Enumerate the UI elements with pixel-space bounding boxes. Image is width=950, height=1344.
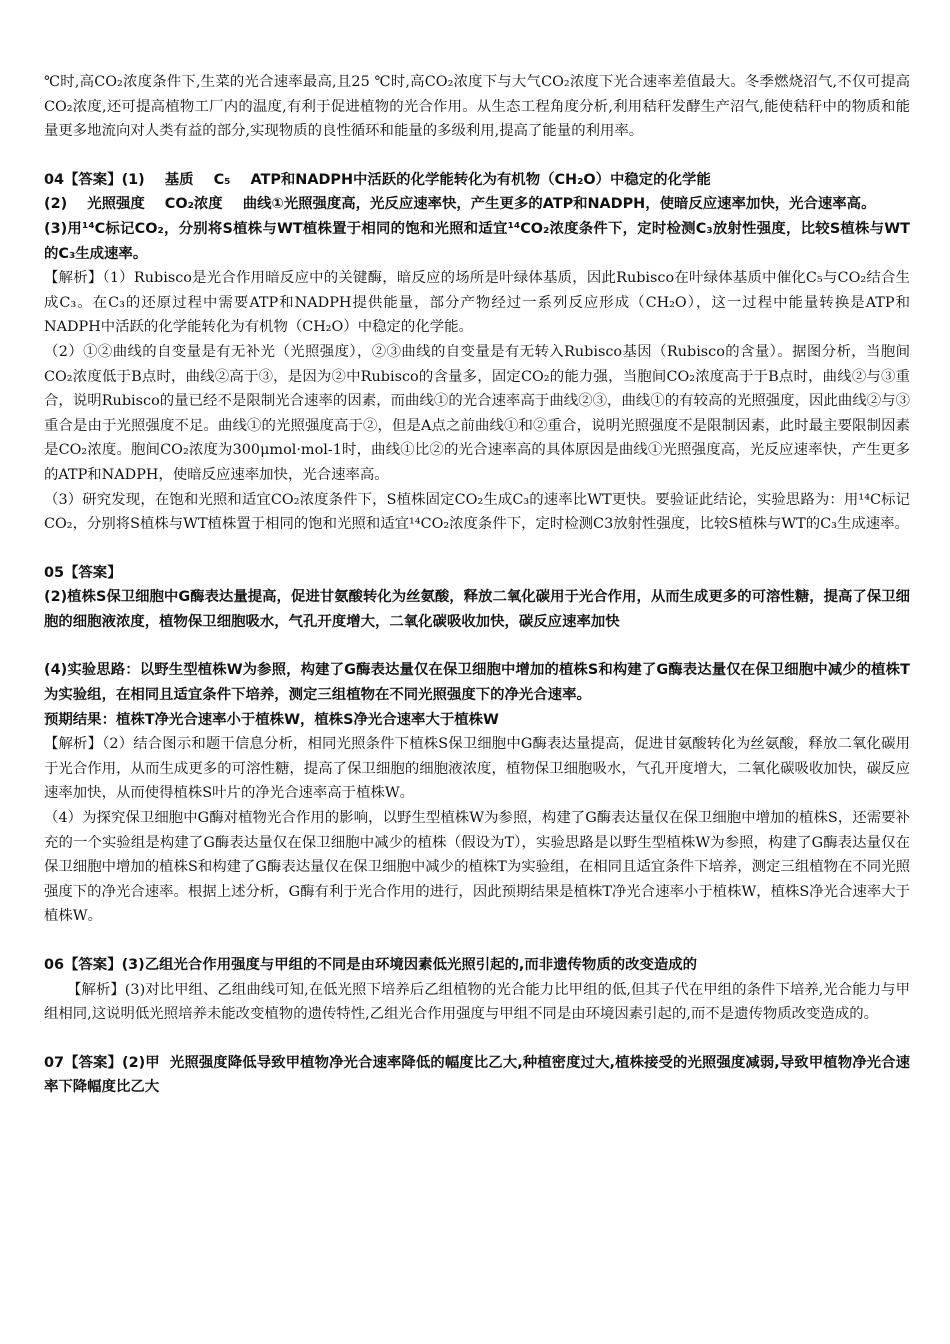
q04-answer-3: (3)用¹⁴C标记CO₂，分别将S植株与WT植株置于相同的饱和光照和适宜¹⁴CO₂浓度条件下，定时检测C₃放射性强度，比较S植株与WT的C₃生成速率。 bbox=[44, 220, 910, 262]
q05-answer-heading: 05【答案】 bbox=[44, 564, 122, 581]
q07-answer: 07【答案】(2)甲 光照强度降低导致甲植物净光合速率降低的幅度比乙大,种植密度过大,植株接受的光照强度减弱,导致甲植物净光合速率下降幅度比乙大 bbox=[44, 1054, 910, 1096]
q04-answer-2: (2) 光照强度 CO₂浓度 曲线①光照强度高，光反应速率快，产生更多的ATP和NADPH，使暗反应速率加快，光合速率高。 bbox=[44, 196, 876, 213]
q04-answer-1: 04【答案】(1) 基质 C₅ ATP和NADPH中活跃的化学能转化为有机物（CH₂O）中稳定的化学能 bbox=[44, 171, 711, 188]
q06-answer: 06【答案】(3)乙组光合作用强度与甲组的不同是由环境因素低光照引起的,而非遗传物质的改变造成的 bbox=[44, 957, 698, 973]
spacer bbox=[44, 929, 910, 953]
q04-explanation-2: （2）①②曲线的自变量是有无补光（光照强度），②③曲线的自变量是有无转入Rubisco基因（Rubisco的含量）。据图分析，当胞间CO₂浓度低于B点时，曲线②高于③，是因为②中Rubisco的含量多，固定CO₂的能力强，当胞间CO₂浓度高于于B点时，曲线②与③重合，说明Rubisco的量已经不是限制光合速率的因素，而曲线①的光合速率高于曲线②③，曲线①的有较高的光照强度，因此曲线②与③重合是由于光照强度不足。曲线①的光照强度高于②，但是A点之前曲线①和②重合，说明光照强度不是限制因素，此时最主要限制因素是CO₂浓度。胞间CO₂浓度为300μmol·mol-1时，曲线①比②的光合速率高的具体原因是曲线①光照强度高，光反应速率快，产生更多的ATP和NADPH，使暗反应速率加快，光合速率高。 bbox=[44, 343, 910, 483]
intro-paragraph: ℃时,高CO₂浓度条件下,生菜的光合速率最高,且25 ℃时,高CO₂浓度下与大气CO₂浓度下光合速率差值最大。冬季燃烧沼气,不仅可提高CO₂浓度,还可提高植物工厂内的温度,有利于促进植物的光合作用。从生态工程角度分析,利用秸秆发酵生产沼气,能使秸秆中的物质和能量更多地流向对人类有益的部分,实现物质的良性循环和能量的多级利用,提高了能量的利用率。 bbox=[44, 74, 910, 140]
q04-explanation-1: 【解析】（1）Rubisco是光合作用暗反应中的关键酶，暗反应的场所是叶绿体基质，因此Rubisco在叶绿体基质中催化C₅与CO₂结合生成C₃。在C₃的还原过程中需要ATP和NADPH提供能量，部分产物经过一系列反应形成（CH₂O），这一过程中能量转换是ATP和NADPH中活跃的化学能转化为有机物（CH₂O）中稳定的化学能。 bbox=[44, 270, 910, 336]
spacer bbox=[44, 537, 910, 561]
q05-answer-4-expected: 预期结果：植株T净光合速率小于植株W，植株S净光合速率大于植株W bbox=[44, 711, 499, 728]
q05-explanation-2: （4）为探究保卫细胞中G酶对植物光合作用的影响，以野生型植株W为参照，构建了G酶表达量仅在保卫细胞中增加的植株S，还需要补充的一个实验组是构建了G酶表达量仅在保卫细胞中减少的植株（假设为T），实验思路是以野生型植株W为参照，构建了G酶表达量仅在保卫细胞中增加的植株S和构建了G酶表达量仅在保卫细胞中减少的植株T为实验组，在相同且适宜条件下培养，测定三组植物在不同光照强度下的净光合速率。根据上述分析，G酶有利于光合作用的进行，因此预期结果是植株T净光合速率小于植株W，植株S净光合速率大于植株W。 bbox=[44, 810, 911, 925]
document-page bbox=[44, 70, 910, 1100]
q05-explanation-1: 【解析】（2）结合图示和题干信息分析，相同光照条件下植株S保卫细胞中G酶表达量提高，促进甘氨酸转化为丝氨酸，释放二氧化碳用于光合作用，从而生成更多的可溶性糖，提高了保卫细胞的细胞液浓度，植物保卫细胞吸水，气孔开度增大，二氧化碳吸收加快，碳反应速率加快，从而使得植株S叶片的净光合速率高于植株W。 bbox=[44, 736, 910, 802]
q05-answer-4: (4)实验思路：以野生型植株W为参照，构建了G酶表达量仅在保卫细胞中增加的植株S和构建了G酶表达量仅在保卫细胞中减少的植株T为实验组，在相同且适宜条件下培养，测定三组植物在不同光照强度下的净光合速率。 bbox=[44, 662, 910, 704]
q06-explanation: 【解析】(3)对比甲组、乙组曲线可知,在低光照下培养后乙组植物的光合能力比甲组的低,但其子代在甲组的条件下培养,光合能力与甲组相同,这说明低光照培养未能改变植物的遗传特性,乙组光合作用强度与甲组不同是由环境因素引起的,而不是遗传物质改变造成的。 bbox=[44, 981, 910, 1023]
spacer bbox=[44, 144, 910, 168]
q05-answer-2: (2)植株S保卫细胞中G酶表达量提高，促进甘氨酸转化为丝氨酸，释放二氧化碳用于光合作用，从而生成更多的可溶性糖，提高了保卫细胞的细胞液浓度，植物保卫细胞吸水，气孔开度增大，二氧化碳吸收加快，碳反应速率加快 bbox=[44, 589, 910, 630]
q04-explanation-3: （3）研究发现，在饱和光照和适宜CO₂浓度条件下，S植株固定CO₂生成C₃的速率比WT更快。要验证此结论，实验思路为：用¹⁴C标记CO₂，分别将S植株与WT植株置于相同的饱和光照和适宜¹⁴CO₂浓度条件下，定时检测C3放射性强度，比较S植株与WT的C₃生成速率。 bbox=[44, 491, 910, 533]
spacer bbox=[44, 634, 910, 658]
spacer bbox=[44, 1027, 910, 1051]
